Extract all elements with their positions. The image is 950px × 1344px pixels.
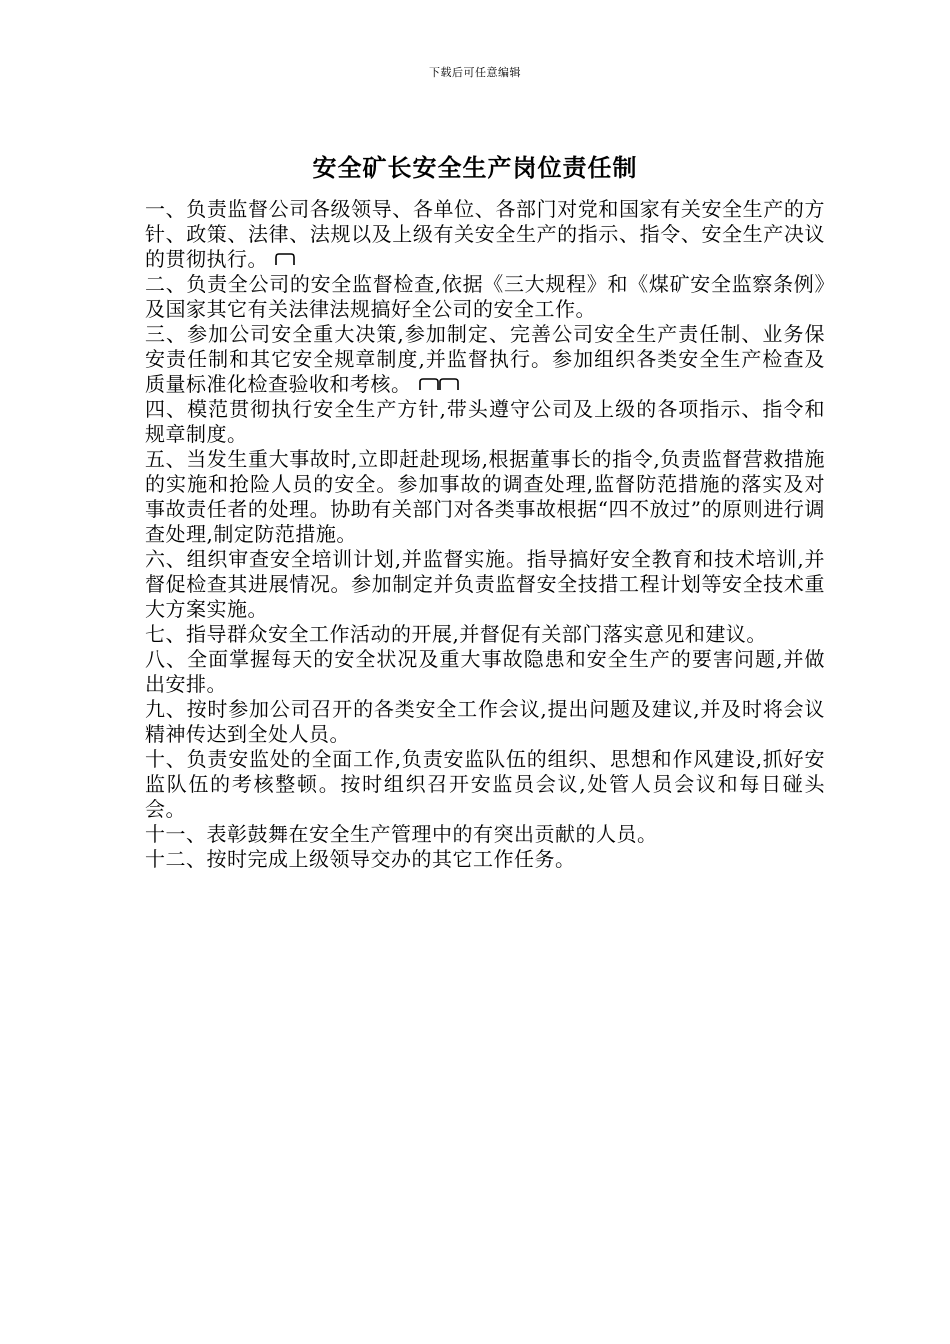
- clause-1: [145, 197, 825, 272]
- edit-mark-icon: [418, 377, 460, 391]
- clause-7: 七、指导群众安全工作活动的开展,并督促有关部门落实意见和建议。: [145, 622, 767, 646]
- clause-3-text: 三、参加公司安全重大决策,参加制定、完善公司安全生产责任制、业务保安责任制和其它安全规章制度,并监督执行。参加组织各类安全生产检查及质量标准化检查验收和考核。: [145, 322, 825, 396]
- document-body: [145, 197, 825, 872]
- header-note: 下载后可任意编辑: [429, 66, 521, 79]
- clause-9: 九、按时参加公司召开的各类安全工作会议,提出问题及建议,并及时将会议精神传达到全处人员。: [145, 697, 825, 746]
- document-title: 安全矿长安全生产岗位责任制: [312, 154, 638, 182]
- clause-1-text: 一、负责监督公司各级领导、各单位、各部门对党和国家有关安全生产的方针、政策、法律、法规以及上级有关安全生产的指示、指令、安全生产决议的贯彻执行。: [145, 197, 825, 271]
- edit-mark-icon: [274, 252, 296, 266]
- clause-3: [145, 322, 825, 397]
- clause-2: 二、负责全公司的安全监督检查,依据《三大规程》和《煤矿安全监察条例》及国家其它有关法律法规搞好全公司的安全工作。: [145, 272, 825, 321]
- clause-12: 十二、按时完成上级领导交办的其它工作任务。: [145, 847, 576, 871]
- clause-10: 十、负责安监处的全面工作,负责安监队伍的组织、思想和作风建设,抓好安监队伍的考核整顿。按时组织召开安监员会议,处管人员会议和每日碰头会。: [145, 747, 825, 821]
- clause-5: 五、当发生重大事故时,立即赶赴现场,根据董事长的指令,负责监督营救措施的实施和抢险人员的安全。参加事故的调查处理,监督防范措施的落实及对事故责任者的处理。协助有关部门对各类事故根据“四不放过”的原则进行调查处理,制定防范措施。: [145, 447, 825, 546]
- clause-8: 八、全面掌握每天的安全状况及重大事故隐患和安全生产的要害问题,并做出安排。: [145, 647, 825, 696]
- clause-4: 四、模范贯彻执行安全生产方针,带头遵守公司及上级的各项指示、指令和规章制度。: [145, 397, 825, 446]
- clause-11: 十一、表彰鼓舞在安全生产管理中的有突出贡献的人员。: [145, 822, 658, 846]
- clause-6: 六、组织审查安全培训计划,并监督实施。指导搞好安全教育和技术培训,并督促检查其进展情况。参加制定并负责监督安全技措工程计划等安全技术重大方案实施。: [145, 547, 825, 621]
